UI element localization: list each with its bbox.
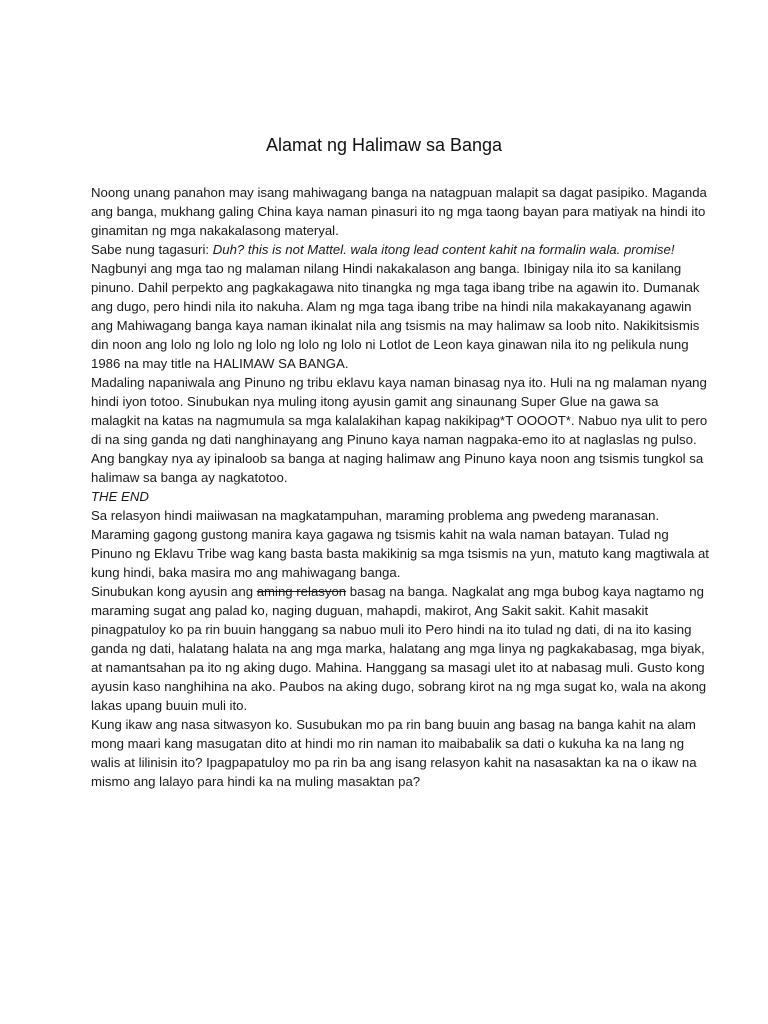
strikethrough-text: aming relasyon <box>256 584 347 599</box>
paragraph-kung: Kung ikaw ang nasa sitwasyon ko. Susubukan mo pa rin bang buuin ang basag na banga kahit na alam mong maari kang masugatan dito at hindi mo rin naman ito maibabalik sa dati o kukuha ka na lang ng walis at lilinisin ito? Ipagpapatuloy mo pa rin ba ang isang relasyon kahit na nasasaktan ka na o ikaw na mismo ang lalayo para hindi ka na muling masaktan pa? <box>91 717 697 789</box>
tagasuri-quote: Duh? this is not Mattel. wala itong lead content kahit na formalin wala. promise! <box>212 242 675 257</box>
document-title: Alamat ng Halimaw sa Banga <box>265 135 503 155</box>
document-body <box>91 183 709 791</box>
the-end-label: THE END <box>91 489 149 504</box>
paragraph-intro: Noong unang panahon may isang mahiwagang banga na natagpuan malapit sa dagat pasipiko. Maganda ang banga, mukhang galing China kaya naman pinasuri ito ng mga taong bayan para matiyak na hindi ito ginamitan ng mga nakakalasong materyal. <box>91 185 707 238</box>
sinubukan-start: Sinubukan kong ayusin ang <box>91 584 257 599</box>
paragraph-nagbunyi: Nagbunyi ang mga tao ng malaman nilang Hindi nakakalason ang banga. Ibinigay nila ito sa kanilang pinuno. Dahil perpekto ang pagkakagawa nito tinangka ng mga taga ibang tribe na agawin ito. Dumanak ang dugo, pero hindi nila ito nakuha. Alam ng mga taga ibang tribe na hindi nila makakayanang agawin ang Mahiwagang banga kaya naman ikinalat nila ang tsismis na may halimaw sa loob nito. Nakikitsismis din noon ang lolo ng lolo ng lolo ng lolo ng lolo ni Lotlot de Leon kaya ginawan nila ito ng pelikula nung 1986 na may title na HALIMAW SA BANGA. <box>91 261 700 371</box>
paragraph-relasyon: Sa relasyon hindi maiiwasan na magkatampuhan, maraming problema ang pwedeng maranasan. Maraming gagong gustong manira kaya gagawa ng tsismis kahit na wala naman batayan. Tulad ng Pinuno ng Eklavu Tribe wag kang basta basta makikinig sa mga tsismis na yun, matuto kang magtiwala at kung hindi, baka masira mo ang mahiwagang banga. <box>91 508 709 580</box>
tagasuri-label: Sabe nung tagasuri: <box>91 242 213 257</box>
paragraph-tagasuri <box>91 240 709 259</box>
paragraph-madaling: Madaling napaniwala ang Pinuno ng tribu eklavu kaya naman binasag nya ito. Huli na ng malaman nyang hindi iyon totoo. Sinubukan nya muling itong ayusin gamit ang sinaunang Super Glue na gawa sa malagkit na katas na nagmumula sa mga kalalakihan kapag nakikipag*T OOOOT*. Nabuo nya ulit to pero di na sing ganda ng dati nanghinayang ang Pinuno kaya naman nagpaka-emo ito at naglaslas ng pulso. Ang bangkay nya ay ipinaloob sa banga at naging halimaw ang Pinuno kaya noon ang tsismis tungkol sa halimaw sa banga ay nagkatotoo. <box>91 375 708 485</box>
paragraph-sinubukan <box>91 582 709 715</box>
sinubukan-rest: basag na banga. Nagkalat ang mga bubog kaya nagtamo ng maraming sugat ang palad ko, naging duguan, mahapdi, makirot, Ang Sakit sakit. Kahit masakit pinagpatuloy ko pa rin buuin hanggang sa nabuo muli ito Pero hindi na ito tulad ng dati, di na ito kasing ganda ng dati, halatang halata na ang mga marka, halatang ang mga linya ng pagkakabasag, mga biyak, at namantsahan pa ito ng aking dugo. Mahina. Hanggang sa masagi ulet ito at nabasag muli. Gusto kong ayusin kaso nanghihina na ako. Paubos na aking dugo, sobrang kirot na ng mga sugat ko, wala na akong lakas upang buuin muli ito. <box>91 584 707 713</box>
